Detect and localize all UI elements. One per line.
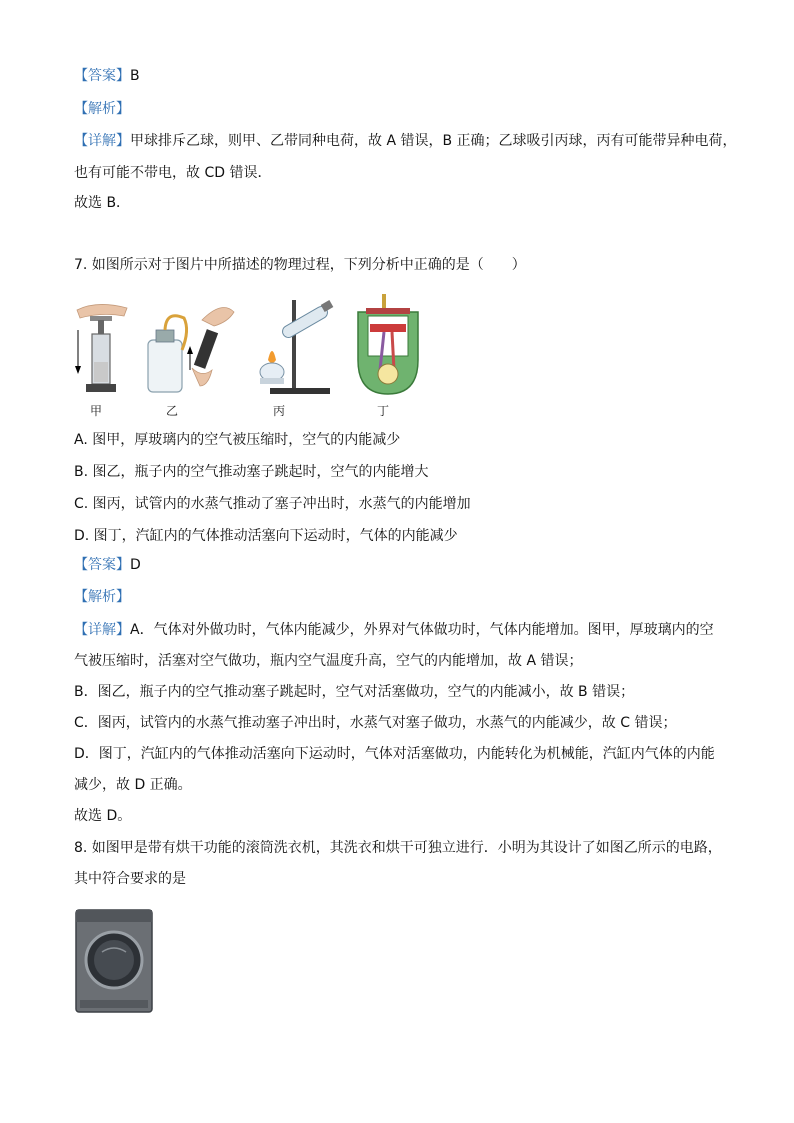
question-7-figures	[72, 290, 452, 420]
answer-7: 【答案】D	[74, 557, 141, 573]
figure-jia-compression-cylinder	[72, 290, 132, 400]
question-8-line1: 8. 如图甲是带有烘干功能的滚筒洗衣机，其洗衣和烘干可独立进行．小明为其设计了如图乙所示的电路，	[74, 840, 722, 856]
detail-6-line1: 【详解】甲球排斥乙球，则甲、乙带同种电荷，故 A 错误，B 正确；乙球吸引丙球，丙有可能带异种电荷，	[74, 133, 737, 149]
label-ding: 丁	[377, 404, 390, 418]
detail-7-line1: 【详解】A．气体对外做功时，气体内能减少，外界对气体做功时，气体内能增加。图甲，厚玻璃内的空	[74, 622, 714, 638]
figure-yi-bottle-pump	[142, 290, 242, 400]
section-tag: 【解析】	[74, 589, 130, 605]
choice-6: 故选 B．	[74, 195, 131, 211]
label-bing: 丙	[273, 404, 286, 418]
detail-7-line4: C．图丙，试管内的水蒸气推动塞子冲出时，水蒸气对塞子做功，水蒸气的内能减少，故 C 错误；	[74, 715, 677, 731]
section-tag: 【答案】	[74, 68, 130, 84]
question-8-line2: 其中符合要求的是	[74, 871, 186, 887]
option-7a: A. 图甲，厚玻璃内的空气被压缩时，空气的内能减少	[74, 432, 401, 448]
figure-ding-engine-cylinder	[348, 290, 428, 402]
figure-bing-test-tube	[250, 290, 340, 400]
option-7c: C. 图丙，试管内的水蒸气推动了塞子冲出时，水蒸气的内能增加	[74, 496, 471, 512]
section-tag: 【答案】	[74, 557, 130, 573]
question-7: 7. 如图所示对于图片中所描述的物理过程，下列分析中正确的是（ ）	[74, 257, 526, 273]
analysis-heading-6	[74, 99, 130, 119]
label-jia: 甲	[90, 404, 103, 418]
detail-7-line6: 减少，故 D 正确。	[74, 777, 192, 793]
section-tag: 【详解】	[74, 133, 130, 149]
detail-7-line2: 气被压缩时，活塞对空气做功，瓶内空气温度升高，空气的内能增加，故 A 错误；	[74, 653, 583, 669]
analysis-heading-7	[74, 587, 130, 607]
option-7d: D. 图丁，汽缸内的气体推动活塞向下运动时，气体的内能减少	[74, 528, 458, 544]
detail-7-line5: D．图丁，汽缸内的气体推动活塞向下运动时，气体对活塞做功，内能转化为机械能，汽缸内气体的内能	[74, 746, 715, 762]
section-tag: 【详解】	[74, 622, 130, 638]
washing-machine-image	[74, 908, 154, 1014]
detail-7-line3: B．图乙，瓶子内的空气推动塞子跳起时，空气对活塞做功，空气的内能减小，故 B 错误；	[74, 684, 635, 700]
section-tag: 【解析】	[74, 101, 130, 117]
label-yi: 乙	[166, 404, 179, 418]
choice-7: 故选 D。	[74, 808, 132, 824]
option-7b: B. 图乙，瓶子内的空气推动塞子跳起时，空气的内能增大	[74, 464, 429, 480]
answer-6: 【答案】B	[74, 68, 140, 84]
detail-6-line2: 也有可能不带电，故 CD 错误．	[74, 165, 272, 181]
